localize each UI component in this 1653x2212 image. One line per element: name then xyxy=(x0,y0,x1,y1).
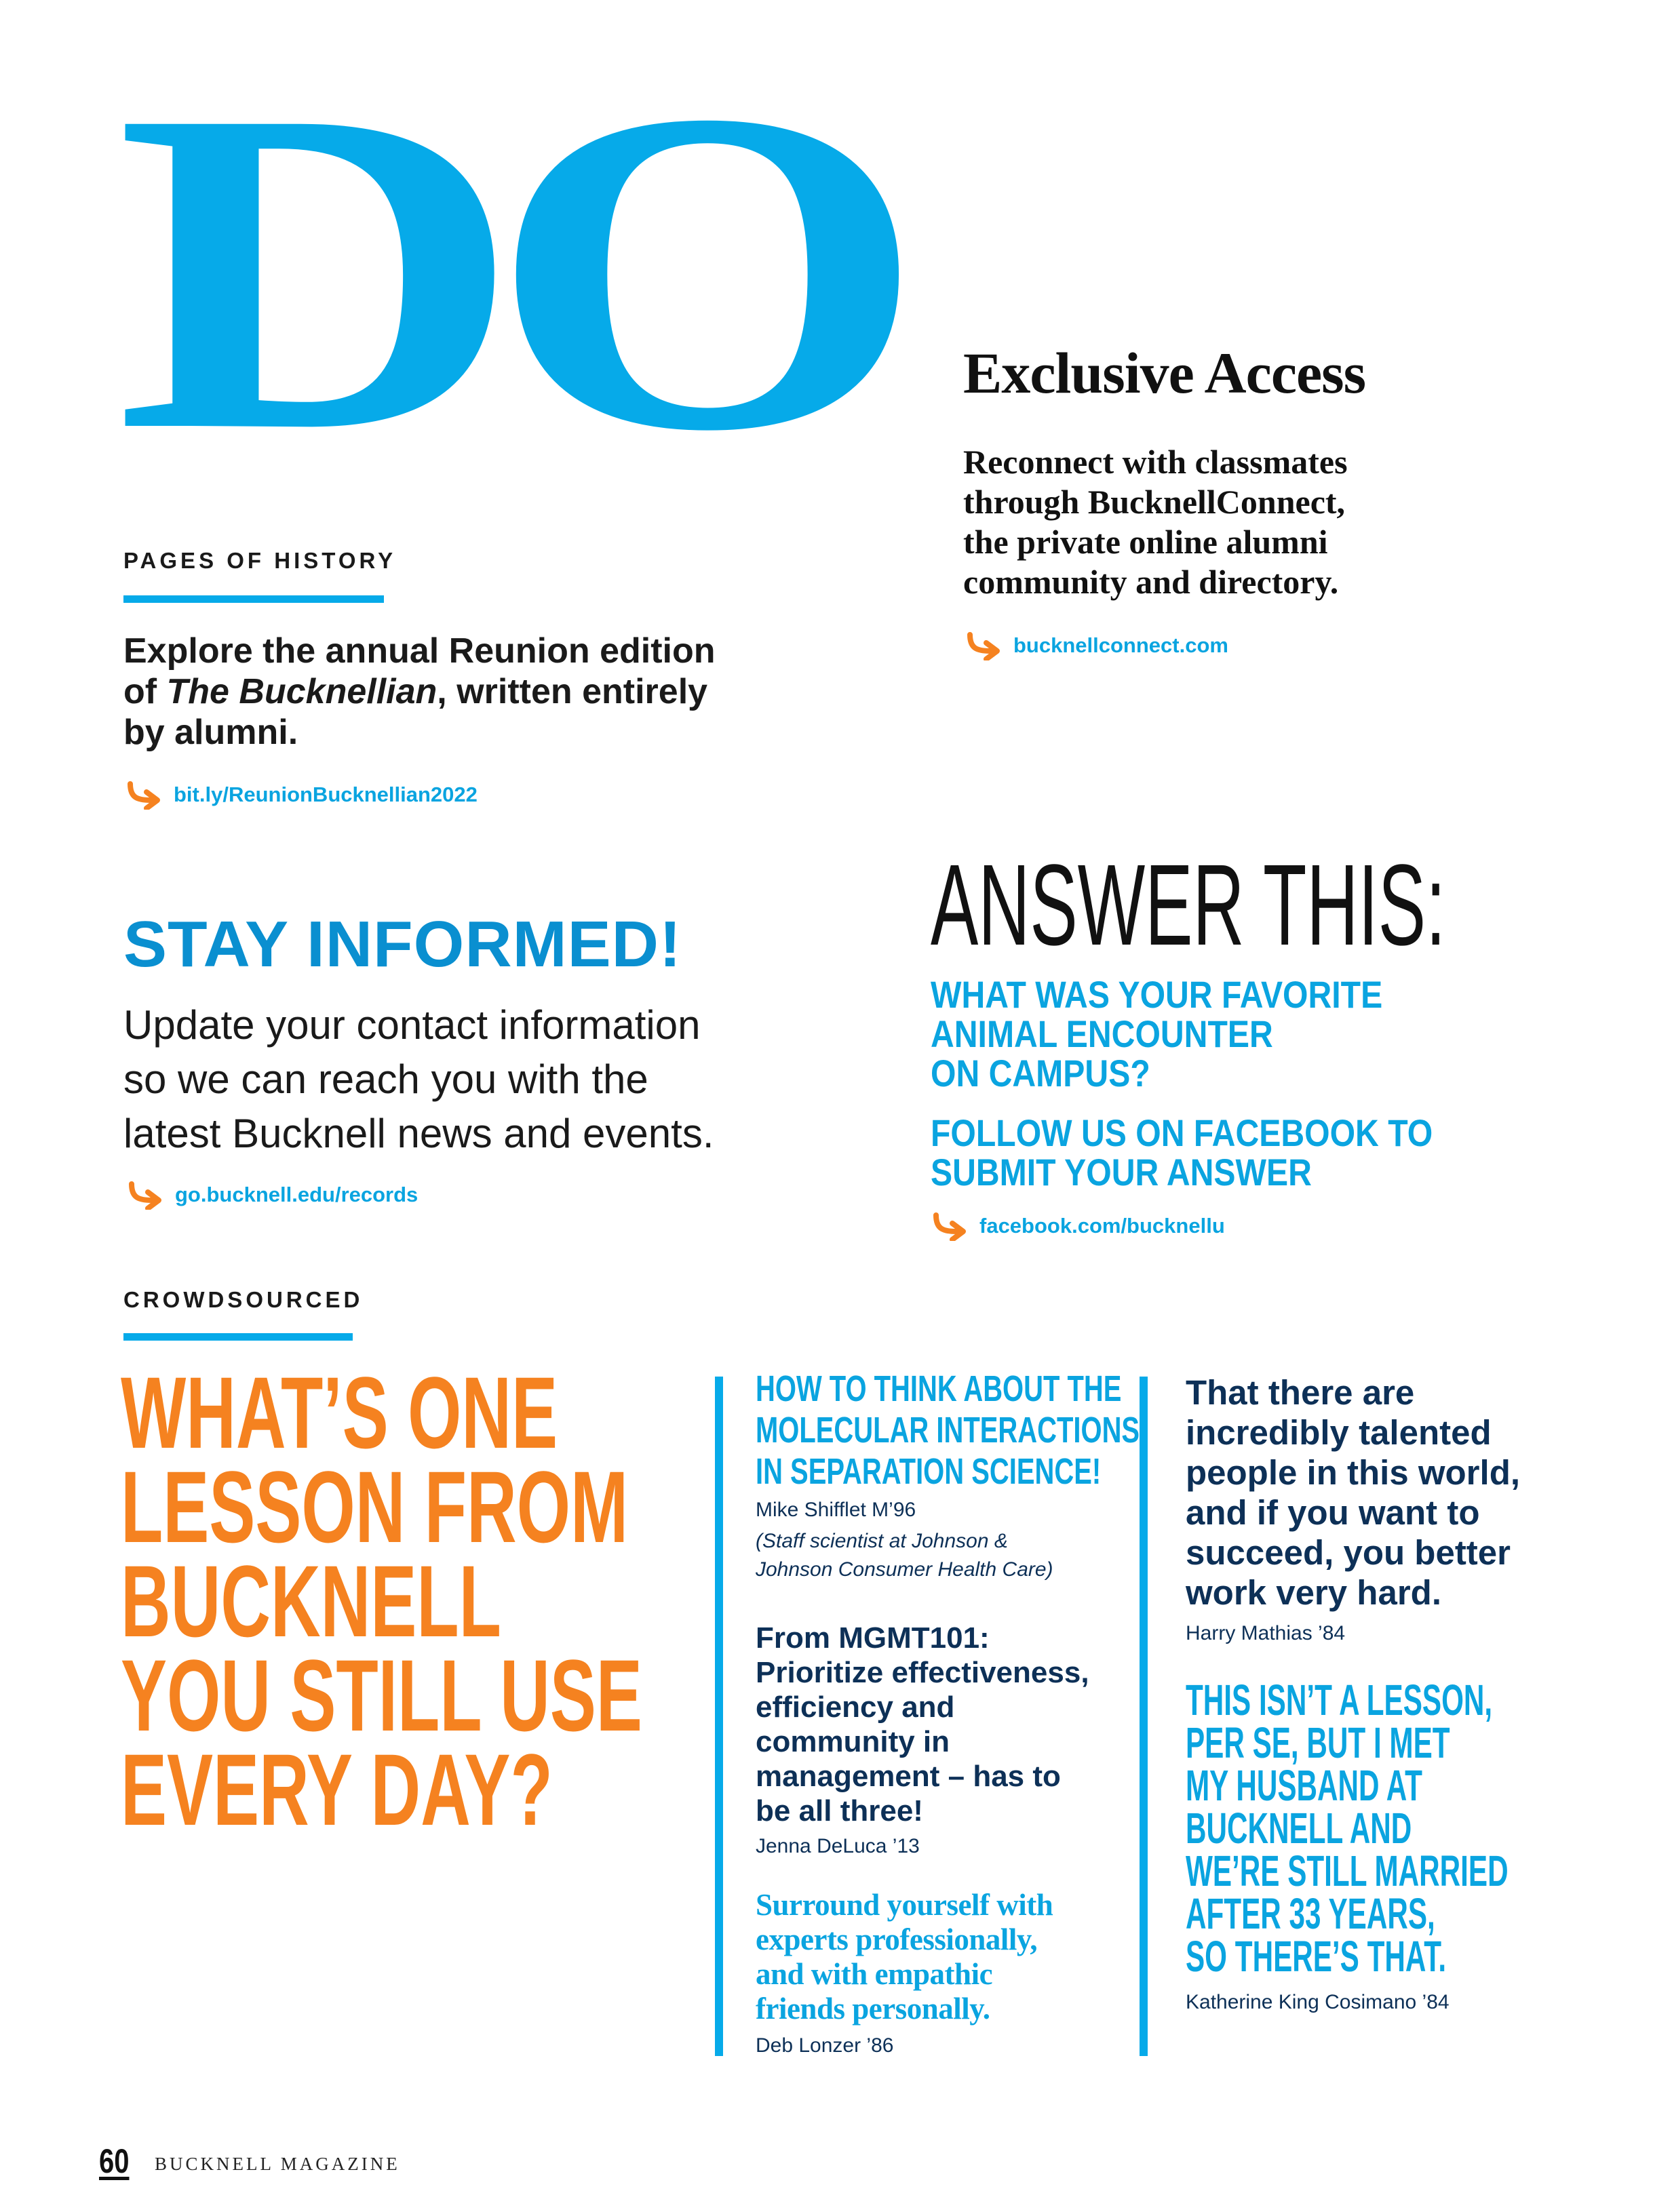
quote-line: HOW TO THINK ABOUT THE xyxy=(756,1368,1122,1409)
history-rule xyxy=(123,595,384,603)
curved-arrow-icon xyxy=(931,1211,969,1241)
crowd-question-line: YOU STILL USE xyxy=(121,1638,642,1752)
history-body-line: by alumni. xyxy=(123,713,298,752)
quote-line: MOLECULAR INTERACTIONS xyxy=(756,1410,1140,1450)
quote-line: BUCKNELL AND xyxy=(1186,1804,1412,1853)
quote-author: Katherine King Cosimano ’84 xyxy=(1186,1991,1450,2013)
exclusive-body-line: through BucknellConnect, xyxy=(963,483,1346,521)
answer-link-text[interactable]: facebook.com/bucknellu xyxy=(979,1214,1225,1238)
answer-cta-line: FOLLOW US ON FACEBOOK TO xyxy=(931,1111,1433,1154)
quote-line: That there are xyxy=(1186,1373,1415,1412)
quote-line: work very hard. xyxy=(1186,1573,1441,1612)
quote-line: and with empathic xyxy=(756,1957,993,1991)
crowd-question-line: BUCKNELL xyxy=(121,1544,501,1658)
quote-line: AFTER 33 YEARS, xyxy=(1186,1889,1435,1938)
publication-name: BUCKNELL MAGAZINE xyxy=(155,2154,400,2174)
quote-line: MY HUSBAND AT xyxy=(1186,1761,1422,1810)
history-body-line: Explore the annual Reunion edition xyxy=(123,631,716,671)
stay-link-text[interactable]: go.bucknell.edu/records xyxy=(175,1183,419,1206)
crowd-question-line: EVERY DAY? xyxy=(121,1733,553,1846)
quote-author: Deb Lonzer ’86 xyxy=(756,2034,894,2057)
exclusive-link-text[interactable]: bucknellconnect.com xyxy=(1013,633,1228,657)
quote-harry xyxy=(1186,1372,1520,1613)
stay-body-line: latest Bucknell news and events. xyxy=(123,1111,714,1156)
exclusive-link[interactable] xyxy=(965,631,1228,660)
quote-line: succeed, you better xyxy=(1186,1533,1511,1572)
quote-line: PER SE, BUT I MET xyxy=(1186,1718,1450,1767)
answer-link[interactable] xyxy=(931,1211,1225,1241)
quote-line: be all three! xyxy=(756,1794,923,1828)
quote-note-line: Johnson Consumer Health Care) xyxy=(756,1558,1053,1581)
history-body-post: , written entirely xyxy=(437,672,708,711)
quote-line: efficiency and xyxy=(756,1691,955,1724)
curved-arrow-icon xyxy=(125,780,163,810)
stay-body-line: Update your contact information xyxy=(123,1002,701,1048)
quote-line: THIS ISN’T A LESSON, xyxy=(1186,1676,1493,1724)
exclusive-body-line: the private online alumni xyxy=(963,523,1328,561)
publication-title: The Bucknellian xyxy=(166,672,437,711)
answer-cta xyxy=(931,1113,1515,1192)
history-link[interactable] xyxy=(125,780,478,810)
history-body xyxy=(123,631,716,753)
history-kicker: PAGES OF HISTORY xyxy=(123,548,397,573)
quote-jenna xyxy=(756,1621,1089,1828)
answer-question-line: ANIMAL ENCOUNTER xyxy=(931,1012,1273,1055)
quote-note-line: (Staff scientist at Johnson & xyxy=(756,1530,1008,1552)
stay-title: STAY INFORMED! xyxy=(123,908,682,981)
exclusive-body-line: Reconnect with classmates xyxy=(963,443,1348,481)
quote-line: incredibly talented xyxy=(1186,1413,1492,1452)
history-link-text[interactable]: bit.ly/ReunionBucknellian2022 xyxy=(174,783,478,806)
quote-line: and if you want to xyxy=(1186,1493,1480,1532)
page-number: 60 xyxy=(99,2142,130,2180)
crowd-question-line: LESSON FROM xyxy=(121,1450,629,1564)
quote-line: IN SEPARATION SCIENCE! xyxy=(756,1451,1102,1492)
exclusive-body-line: community and directory. xyxy=(963,563,1339,601)
crowd-kicker: CROWDSOURCED xyxy=(123,1287,364,1312)
crowd-rule xyxy=(123,1333,353,1341)
quote-line: experts professionally, xyxy=(756,1922,1038,1956)
hero-title: DO xyxy=(115,16,893,526)
stay-link[interactable] xyxy=(126,1180,418,1210)
quote-line: people in this world, xyxy=(1186,1453,1521,1492)
quote-author: Jenna DeLuca ’13 xyxy=(756,1835,920,1857)
answer-question-line: ON CAMPUS? xyxy=(931,1052,1150,1094)
history-body-line xyxy=(123,671,716,712)
answer-title-wrap xyxy=(931,841,1653,970)
quote-author: Mike Shifflet M’96 xyxy=(756,1499,916,1521)
page-number-wrap xyxy=(99,2143,137,2179)
crowd-question-line: WHAT’S ONE xyxy=(121,1356,558,1469)
answer-question-line: WHAT WAS YOUR FAVORITE xyxy=(931,973,1383,1016)
quote-line: community in xyxy=(756,1725,950,1758)
curved-arrow-icon xyxy=(965,631,1003,660)
quote-line: Prioritize effectiveness, xyxy=(756,1656,1089,1689)
quote-line: From MGMT101: xyxy=(756,1621,990,1655)
answer-title: ANSWER THIS: xyxy=(931,841,1446,970)
quote-line: SO THERE’S THAT. xyxy=(1186,1932,1447,1981)
answer-question xyxy=(931,975,1456,1093)
quote-katherine xyxy=(1186,1676,1653,1981)
answer-cta-line: SUBMIT YOUR ANSWER xyxy=(931,1151,1312,1193)
quote-column-rule xyxy=(715,1377,723,2056)
quote-author: Harry Mathias ’84 xyxy=(1186,1622,1346,1644)
quote-deb xyxy=(756,1888,1053,2026)
quote-line: Surround yourself with xyxy=(756,1888,1053,1922)
stay-body-line: so we can reach you with the xyxy=(123,1056,648,1102)
exclusive-body xyxy=(963,442,1348,602)
quote-line: WE’RE STILL MARRIED xyxy=(1186,1846,1509,1895)
quote-column-rule xyxy=(1140,1377,1148,2056)
stay-body xyxy=(123,998,714,1161)
quote-line: management – has to xyxy=(756,1760,1061,1793)
quote-author-note xyxy=(756,1527,1053,1584)
quote-line: friends personally. xyxy=(756,1992,990,2026)
history-body-pre: of xyxy=(123,672,167,711)
exclusive-title: Exclusive Access xyxy=(963,340,1366,406)
curved-arrow-icon xyxy=(126,1180,164,1210)
